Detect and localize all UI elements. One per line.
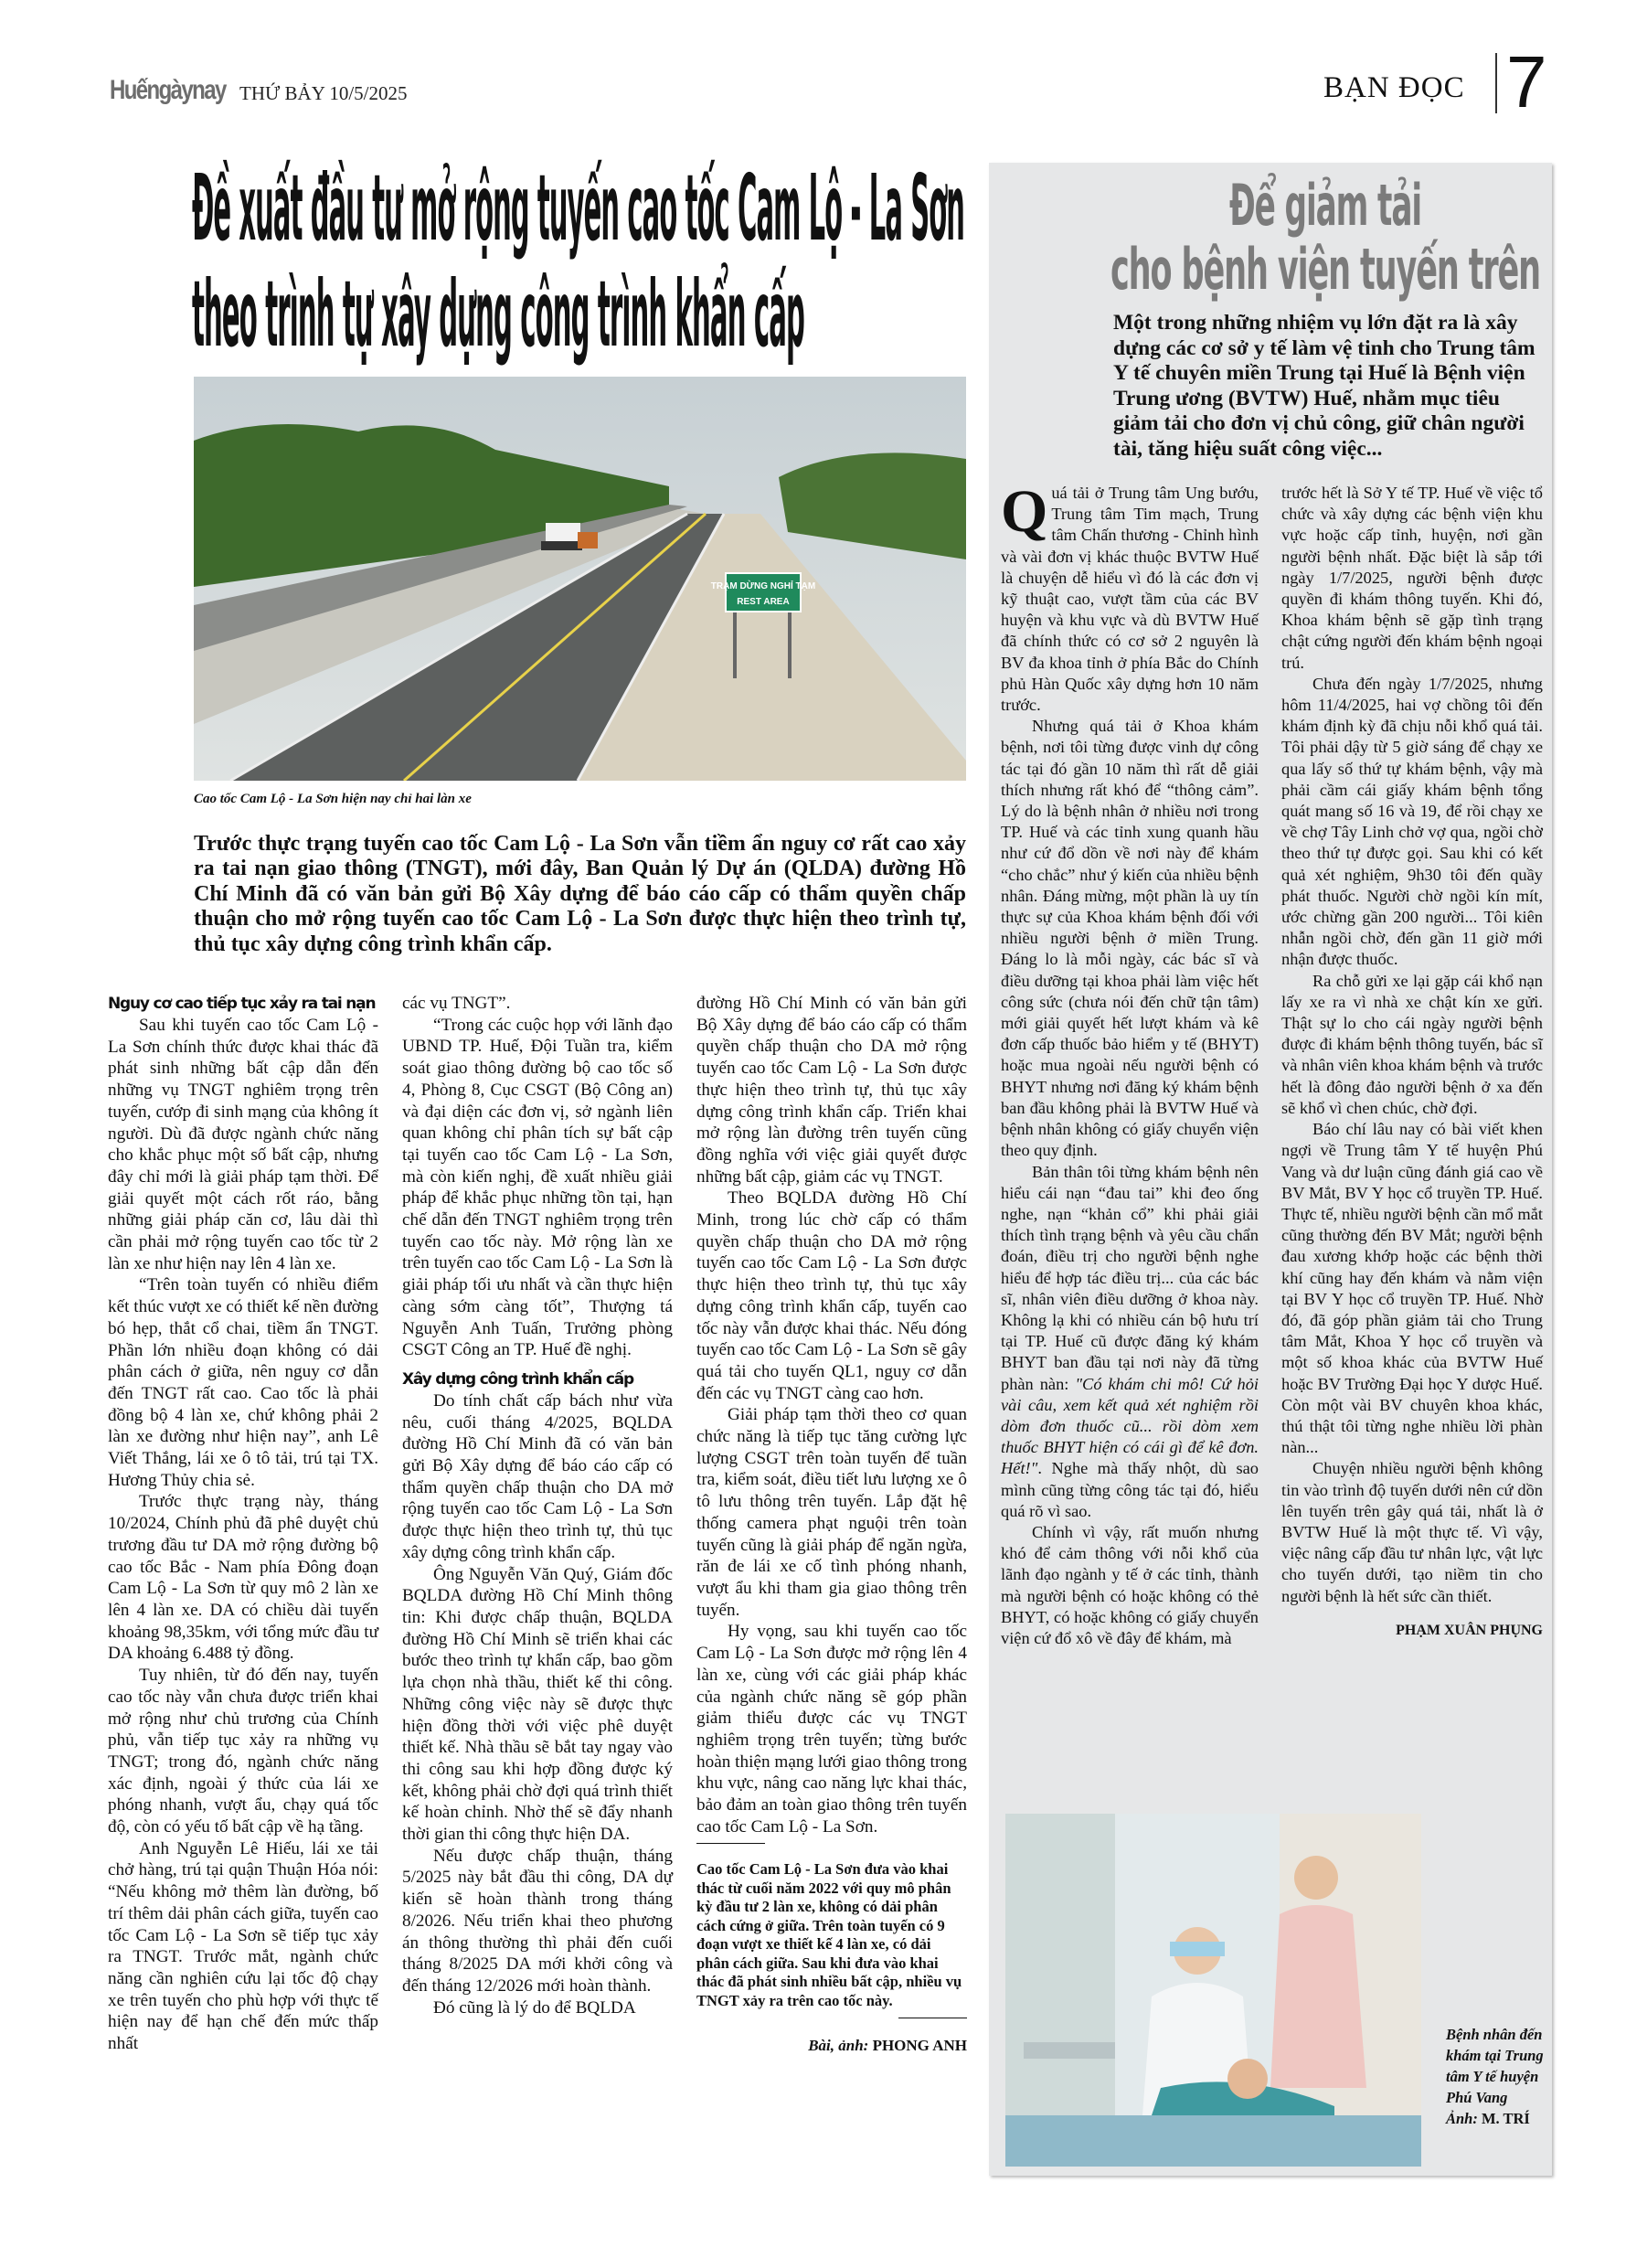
byline-name: PHONG ANH <box>872 2037 967 2055</box>
sign-text-line-1: TRẠM DỪNG NGHỈ TẠM <box>710 581 816 591</box>
paragraph: Sau khi tuyến cao tốc Cam Lộ - La Sơn chính thức được khai thác đã phát sinh những bất cập dẫn đến những vụ TNGT nghiêm trọng trên tuyến, cướp đi sinh mạng của không ít người. Dù đã được ngành chức năng cho khắc phục một số bất cập, nhưng đây chỉ mới là giải pháp tạm thời. Để giải quyết một cách rốt ráo, bằng những giải pháp căn cơ, lâu dài thì cần phải mở rộng tuyến cao tốc từ 2 làn xe như hiện nay lên 4 làn xe. <box>108 1016 378 1273</box>
highway-photo-image <box>194 377 966 781</box>
paragraph: Ra chỗ gửi xe lại gặp cái khổ nạn lấy xe ra vì nhà xe chật kín xe gửi. Thật sự lo cho cái ngày người bệnh được đi khám bệnh thông tuyến, bác sĩ và nhân viên khoa khám bệnh và trước hết là đông đảo người bệnh ở xa đến sẽ khổ vì chen chúc, chờ đợi. <box>1281 971 1543 1117</box>
sidebar-headline-line-2: cho bệnh viện tuyến trên <box>1110 236 1540 303</box>
text-segment: Bản thân tôi từng khám bệnh nên hiểu cái nạn “đau tai” khi đeo ống nghe, nạn “khản cổ” khi phải giải thích tình trạng bệnh và yêu cầu chẩn đoán, điều trị cho người bệnh nghe hiểu để hợp tác điều trị... của các bác sĩ, nhân viên điều dưỡng ở khoa này. Không lạ khi có nhiều cán bộ hưu trí tại TP. Huế cũ được đăng ký khám BHYT ban đầu tại nơi này đã từng phàn nàn: <box>1001 1162 1259 1393</box>
paragraph: Do tính chất cấp bách như vừa nêu, cuối tháng 4/2025, BQLDA đường Hồ Chí Minh đã có văn bản gửi Bộ Xây dựng để báo cáo cấp có thẩm quyền chấp thuận cho DA mở rộng tuyến cao tốc Cam Lộ - La Sơn được thực hiện theo trình tự, thủ tục xây dựng công trình khẩn cấp. <box>402 1390 673 1562</box>
newspaper-logo: Huếngàynay <box>110 75 226 105</box>
paragraph: Chuyện nhiều người bệnh không tin vào trình độ tuyến dưới nên cứ dồn lên tuyến trên gây quá tải, nhất là ở BVTW Huế là một thực tế. Vì vậy, việc nâng cấp đầu tư nhân lực, vật lực cho tuyến dưới, tạo niềm tin cho người bệnh là hết sức cần thiết. <box>1281 1459 1543 1605</box>
paragraph: Hy vọng, sau khi tuyến cao tốc Cam Lộ - La Sơn được mở rộng lên 4 làn xe, cùng với các giải pháp khác của ngành chức năng sẽ góp phần giảm thiểu được các vụ TNGT nghiêm trọng trên tuyến; từng bước hoàn thiện mạng lưới giao thông trong khu vực, nâng cao năng lực khai thác, bảo đảm an toàn giao thông trên tuyến cao tốc Cam Lộ - La Sơn. <box>696 1622 967 1837</box>
drop-cap: Q <box>1001 478 1048 545</box>
article-column-3-body <box>696 993 967 1837</box>
text-segment: . Nghe mà thấy nhột, dù sao mình cũng từng công tác tại đó, hiểu quá rõ vì sao. <box>1001 1459 1259 1520</box>
paragraph: các vụ TNGT”. <box>402 994 511 1013</box>
paragraph <box>1001 1162 1259 1522</box>
article-column-1 <box>108 993 378 2055</box>
page-number: 7 <box>1506 41 1547 122</box>
box-rule-top <box>696 1843 765 1844</box>
paragraph: trước hết là Sở Y tế TP. Huế về việc tổ chức và xây dựng các bệnh viện khu vực hoặc cấp tỉnh, huyện, nơi gần người bệnh nhất. Đặc biệt là sắp tới ngày 1/7/2025, người bệnh được quyền đi khám thông tuyến. Khi đó, Khoa khám bệnh sẽ gặp tình trạng chật cứng người đến khám bệnh ngoại trú. <box>1281 484 1543 672</box>
photo-caption: Cao tốc Cam Lộ - La Sơn hiện nay chỉ hai làn xe <box>194 792 472 806</box>
subheading: Nguy cơ cao tiếp tục xảy ra tai nạn <box>108 995 376 1013</box>
byline-label: Bài, ảnh: <box>808 2037 869 2055</box>
paragraph: Anh Nguyễn Lê Hiếu, lái xe tải chở hàng, trú tại quận Thuận Hóa nói: “Nếu không mở thêm làn đường, bố trí thêm dải phân cách giữa, tuyến cao tốc Cam Lộ - La Sơn sẽ tiếp tục xảy ra TNGT. Trước mắt, ngành chức năng cần nghiên cứu lại tốc độ chạy xe trên tuyến cho phù hợp với thực tế hiện nay để hạn chế đến mức thấp nhất <box>108 1838 378 2054</box>
paragraph: Theo BQLDA đường Hồ Chí Minh, trong lúc chờ cấp có thẩm quyền chấp thuận cho DA mở rộng tuyến cao tốc Cam Lộ - La Sơn được thực hiện theo trình tự, thủ tục xây dựng công trình khẩn cấp, tuyến cao tốc này vẫn được khai thác. Nếu đóng tuyến cao tốc Cam Lộ - La Sơn sẽ gây quá tải cho tuyến QL1, nguy cơ dẫn đến các vụ TNGT càng cao hơn. <box>696 1188 967 1403</box>
paragraph: Ông Nguyễn Văn Quý, Giám đốc BQLDA đường Hồ Chí Minh thông tin: Khi được chấp thuận, BQLDA đường Hồ Chí Minh sẽ triển khai các bước theo trình tự khẩn cấp, bao gồm lựa chọn nhà thầu, thiết kế thi công. Những công việc này sẽ được thực hiện đồng thời với việc phê duyệt thiết kế. Nhà thầu sẽ bắt tay ngay vào thi công sau khi hợp đồng được ký kết, không phải chờ đợi quá trình thiết kế hoàn chỉnh. Nhờ thế sẽ đẩy nhanh thời gian thi công thực hiện DA. <box>402 1564 673 1845</box>
paragraph: Giải pháp tạm thời theo cơ quan chức năng là tiếp tục tăng cường lực lượng CSGT trên toàn tuyến để tuần tra, kiểm soát, điều tiết lưu lượng xe ô tô lưu thông trên tuyến. Lắp đặt hệ thống camera phạt nguội trên toàn tuyến cũng là giải pháp để ngăn ngừa, răn đe lái xe cố tình phóng nhanh, vượt ẩu khi tham gia giao thông trên tuyến. <box>696 1405 967 1620</box>
header-divider <box>1495 53 1497 113</box>
article-column-2 <box>402 993 673 2018</box>
paragraph: Chưa đến ngày 1/7/2025, nhưng hôm 11/4/2025, hai vợ chồng tôi đến khám định kỳ đã chịu nỗi khổ quá tải. Tôi phải dậy từ 5 giờ sáng để chạy xe qua lấy số thứ tự khám bệnh, vậy mà phải cầm cái giấy khám bệnh tổng quát mang số 16 và 19, để rồi chạy xe về chợ Tây Linh chở vợ qua, ngồi chờ theo thứ tự được gọi. Sau khi có kết quả xét nghiệm, 9h30 tôi đến quầy phát thuốc. Người chờ ngồi kín mít, ước chừng gần 200 người... Tôi kiên nhẫn ngồi chờ, đến gần 11 giờ mới nhận được thuốc. <box>1281 674 1543 969</box>
sidebar-column-2 <box>1281 483 1543 1641</box>
info-box: Cao tốc Cam Lộ - La Sơn đưa vào khai thác từ cuối năm 2022 với quy mô phân kỳ đầu tư 2 làn xe, không có dải phân cách cứng ở giữa. Trên toàn tuyến có 9 đoạn vượt xe thiết kế 4 làn xe, có dải phân cách giữa. Sau khi đưa vào khai thác đã phát sinh nhiều bất cập, nhiều vụ TNGT xảy ra trên cao tốc này. <box>696 1860 962 2009</box>
paragraph: Báo chí lâu nay có bài viết khen ngợi về Trung tâm Y tế huyện Phú Vang và dư luận cũng đánh giá cao về BV Mắt, BV Y học cổ truyền TP. Huế. Thực tế, nhiều người bệnh cần mổ mắt cũng thường đến BV Mắt; người bệnh đau xương khớp hoặc các bệnh thời khí cũng hay đến khám và nằm viện tại BV Y học cổ truyền TP. Huế. Nhờ đó, đã góp phần giảm tải cho Trung tâm Mắt, Khoa Y học cổ truyền và một số khoa khác của BVTW Huế hoặc BV Trường Đại học Y dược Huế. Còn một vài BV chuyên khoa khác, thú thật tôi từng nghe nhiều lời phàn nàn... <box>1281 1120 1543 1457</box>
paragraph: Nếu được chấp thuận, tháng 5/2025 này bắt đầu thi công, DA dự kiến sẽ hoàn thành trong tháng 8/2026. Nếu triển khai theo phương án thông thường thì phải đến cuối tháng 8/2025 DA mới khởi công và đến tháng 12/2026 mới hoàn thành. <box>402 1846 673 1996</box>
clinic-caption-text: Bệnh nhân đến khám tại Trung tâm Y tế huyện Phú Vang <box>1446 2026 1544 2106</box>
paragraph: Trước thực trạng này, tháng 10/2024, Chính phủ đã phê duyệt chủ trương đầu tư DA mở rộng đường bộ cao tốc Bắc - Nam phía Đông đoạn Cam Lộ - La Sơn từ quy mô 2 làn xe lên 4 làn xe. DA có chiều dài tuyến khoảng 98,35km, với tổng mức đầu tư DA khoảng 6.488 tỷ đồng. <box>108 1492 378 1664</box>
article-byline <box>696 2035 967 2057</box>
paragraph: Quá tải ở Trung tâm Ung bướu, Trung tâm Tim mạch, Trung tâm Chấn thương - Chỉnh hình và vài đơn vị khác thuộc BVTW Huế là chuyện dễ hiểu vì đó là các đơn vị kỹ thuật cao, vượt tầm của các BV huyện và khu vực và dù BVTW Huế đã chính thức có cơ sở 2 nguyên là BV đa khoa tỉnh ở phía Bắc do Chính phủ Hàn Quốc xây dựng hơn 10 năm trước. <box>1001 478 1259 715</box>
sign-text-line-2: REST AREA <box>737 597 790 607</box>
paragraph: đường Hồ Chí Minh có văn bản gửi Bộ Xây dựng để báo cáo cấp có thẩm quyền chấp thuận cho DA mở rộng tuyến cao tốc Cam Lộ - La Sơn được thực hiện theo trình tự, thủ tục xây dựng công trình khẩn cấp. Triển khai mở rộng làn đường trên tuyến cũng đồng nghĩa với việc giải quyết được những bất cập, giảm các vụ TNGT. <box>696 994 967 1187</box>
sidebar-byline: PHẠM XUÂN PHỤNG <box>1396 1622 1543 1638</box>
paragraph: Nhưng quá tải ở Khoa khám bệnh, nơi tôi từng được vinh dự công tác tại đó gần 10 năm thì rất dễ giải thích nhưng rất khó để “thông cảm”. Lý do là bệnh nhân ở nhiều nơi trong TP. Huế và các tỉnh xung quanh hầu như cứ đổ dồn về nơi này để khám “cho chắc” như ý kiến của nhiều bệnh nhân. Đáng mừng, một phần là uy tín thực sự của Khoa khám bệnh đối với nhiều người bệnh ở miền Trung. Đáng lo là mỗi ngày, các bác sĩ và điều dưỡng tại khoa phải làm việc hết công sức (chưa nói đến chữ tận tâm) mới giải quyết hết lượt khám và kê đơn cấp thuốc bảo hiểm y tế (BHYT) hoặc mua ngoài nếu người bệnh có BHYT nhưng nơi đăng ký khám bệnh ban đầu không phải là BVTW Huế và bệnh nhân không có giấy chuyển viện theo quy định. <box>1001 717 1259 1160</box>
clinic-photo <box>1005 1814 1421 2167</box>
paragraph: Chính vì vậy, rất muốn nhưng khó để cảm thông với nỗi khổ của lãnh đạo ngành y tế ở các tỉnh, thành mà người bệnh có hoặc không có thẻ BHYT, có hoặc không có giấy chuyển viện cứ đổ xô về đây để khám, mà <box>1001 1522 1259 1647</box>
paragraph: Tuy nhiên, từ đó đến nay, tuyến cao tốc này vẫn chưa được triển khai mở rộng như chủ trương của Chính phủ, vẫn tiếp tục xảy ra những vụ TNGT; trong đó, ngành chức năng xác định, ngoài ý thức của lái xe phóng nhanh, vượt ẩu, chạy quá tốc độ, còn có yếu tố bất cập về hạ tầng. <box>108 1666 378 1837</box>
clinic-photo-caption <box>1446 2024 1548 2129</box>
sidebar-headline <box>989 174 1552 302</box>
sidebar-headline-line-1: Để giảm tải <box>1229 172 1421 239</box>
article-lead: Trước thực trạng tuyến cao tốc Cam Lộ - La Sơn vẫn tiềm ẩn nguy cơ rất cao xảy ra tai nạn giao thông (TNGT), mới đây, Ban Quản lý Dự án (QLDA) đường Hồ Chí Minh đã có văn bản gửi Bộ Xây dựng để báo cáo cấp có thẩm quyền chấp thuận cho mở rộng tuyến cao tốc Cam Lộ - La Sơn được thực hiện theo trình tự, thủ tục xây dựng công trình khẩn cấp. <box>194 832 966 956</box>
headline-line-2: theo trình tự xây dựng công trình khẩn cấp <box>192 261 804 367</box>
sidebar-column-2-body <box>1281 483 1543 1607</box>
issue-date: THỨ BẢY 10/5/2025 <box>239 82 408 104</box>
paragraph: “Trên toàn tuyến có nhiều điểm kết thúc vượt xe có thiết kế nền đường bó hẹp, thắt cổ chai, tiềm ẩn TNGT. Phần lớn nhiều đoạn không có dải phân cách ở giữa, nên nguy cơ dẫn đến TNGT rất cao. Cao tốc là phải đồng bộ 4 làn xe, chứ không phải 2 làn xe đường như hiện nay”, anh Lê Viết Thắng, lái xe ô tô tải, trú tại TX. Hương Thủy chia sẻ. <box>108 1275 378 1490</box>
headline-line-1: Đề xuất đầu tư mở rộng tuyến cao tốc Cam Lộ - La Sơn <box>192 154 964 261</box>
quote-text: "Có khám chi mô! Cứ hỏi vài câu, xem kết quả xét nghiệm rồi dòm đơn thuốc cũ... rồi dòm xem thuốc BHYT hiện có cái gì để kê đơn. Hết!" <box>1001 1374 1259 1478</box>
sidebar-column-1 <box>1001 478 1259 1649</box>
clinic-credit-name: M. TRÍ <box>1481 2110 1530 2127</box>
subheading: Xây dựng công trình khẩn cấp <box>402 1369 633 1389</box>
article-column-3 <box>696 993 967 2057</box>
sidebar-lead: Một trong những nhiệm vụ lớn đặt ra là xây dựng các cơ sở y tế làm vệ tinh cho Trung tâm Y tế chuyên miền Trung tại Huế là Bệnh viện Trung ương (BVTW) Huế, nhằm mục tiêu giảm tải cho đơn vị chủ công, giữ chân người tài, tăng hiệu suất công việc... <box>1113 311 1535 461</box>
section-name: BẠN ĐỌC <box>1323 71 1465 104</box>
clinic-photo-image <box>1005 1814 1421 2167</box>
paragraph: Đó cũng là lý do để BQLDA <box>433 1997 636 2018</box>
highway-photo <box>194 377 966 781</box>
clinic-credit-label: Ảnh: <box>1446 2110 1478 2127</box>
paragraph: “Trong các cuộc họp với lãnh đạo UBND TP. Huế, Đội Tuần tra, kiểm soát giao thông đường bộ cao tốc số 4, Phòng 8, Cục CSGT (Bộ Công an) và đại diện các đơn vị, sở ngành liên quan không chỉ phân tích sự bất cập tại tuyến cao tốc Cam Lộ - La Sơn, mà còn kiến nghị, đề xuất nhiều giải pháp để khắc phục những tồn tại, hạn chế dẫn đến TNGT nghiêm trọng trên tuyến cao tốc này. Mở rộng làn xe trên tuyến cao tốc Cam Lộ - La Sơn là giải pháp tối ưu nhất và cần thực hiện càng sớm càng tốt”, Thượng tá Nguyễn Anh Tuấn, Trưởng phòng CSGT Công an TP. Huế đề nghị. <box>402 1015 673 1360</box>
